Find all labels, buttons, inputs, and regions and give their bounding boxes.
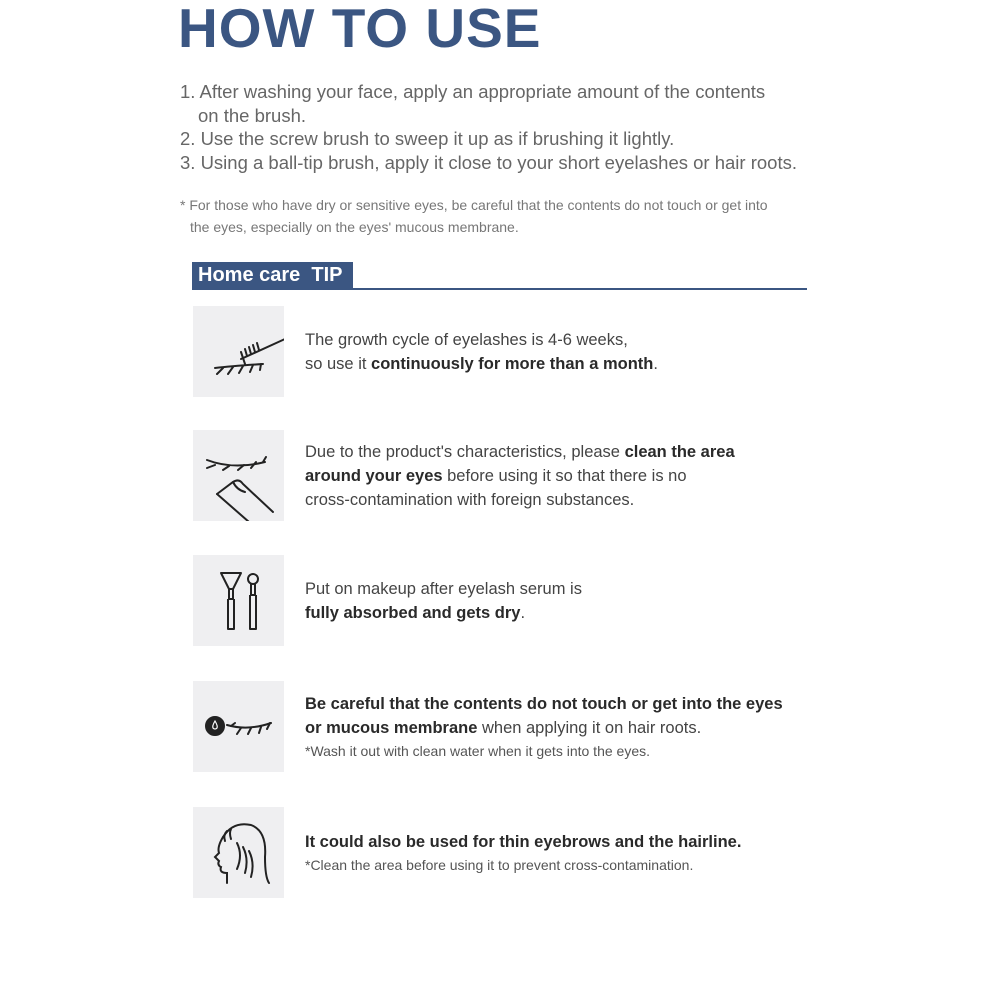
tip-emphasis: continuously for more than a month	[371, 354, 654, 373]
tip-line	[305, 601, 825, 625]
tip-line	[305, 352, 825, 376]
tip-segment: when applying it on hair roots	[477, 718, 697, 737]
tip-line	[305, 464, 825, 488]
tip-line	[305, 577, 825, 601]
tip-segment: before using it so that there is no	[442, 466, 687, 485]
tip-text	[305, 555, 825, 646]
tip-segment: .	[520, 603, 526, 622]
tip-item	[193, 306, 813, 397]
tip-item	[193, 555, 813, 646]
tip-item	[193, 807, 813, 898]
tip-line	[305, 830, 825, 854]
tip-subnote: *Wash it out with clean water when it gets into the eyes.	[305, 742, 650, 759]
divider	[192, 288, 807, 290]
tip-segment: cross-contamination with foreign substances.	[305, 490, 635, 509]
makeup-brushes-icon	[193, 555, 284, 646]
tip-line	[305, 716, 825, 740]
tip-text	[305, 681, 825, 772]
tip-item	[193, 681, 813, 772]
tip-emphasis: or mucous membrane	[305, 718, 478, 737]
tip-segment: so use it	[305, 354, 372, 373]
finger-eyelash-icon	[193, 430, 284, 521]
caution-note	[180, 194, 768, 238]
tip-emphasis: around your eyes	[305, 466, 443, 485]
step-1: 1. After washing your face, apply an appropriate amount of the contents	[180, 81, 766, 102]
tip-subnote: *Clean the area before using it to prevent cross-contamination.	[305, 856, 694, 873]
tip-segment: Put on makeup after eyelash serum is	[305, 579, 582, 598]
tip-emphasis: fully absorbed and gets dry	[305, 603, 521, 622]
tip-emphasis: Be careful that	[305, 694, 425, 713]
tip-text	[305, 306, 825, 397]
tip-segment: .	[696, 718, 702, 737]
tip-emphasis: It could also be used for thin eyebrows and the hairline.	[305, 832, 742, 851]
tip-segment: Due to the product's characteristics, please	[305, 442, 625, 461]
tip-text	[305, 807, 825, 898]
usage-steps	[180, 80, 797, 174]
tip-emphasis: the contents do not touch or get into the eyes	[424, 694, 783, 713]
step-3: 3. Using a ball-tip brush, apply it close to your short eyelashes or hair roots.	[180, 151, 797, 173]
tip-text	[305, 430, 825, 521]
head-hairline-icon	[193, 807, 284, 898]
note-line: the eyes, especially on the eyes' mucous membrane.	[190, 219, 519, 235]
tip-segment: The growth cycle of eyelashes is 4-6 weeks,	[305, 330, 628, 349]
tip-segment: .	[653, 354, 658, 373]
step-1-continued: on the brush.	[198, 104, 306, 126]
tip-line	[305, 692, 825, 716]
tip-header: Home care TIP	[192, 262, 353, 289]
step-2: 2. Use the screw brush to sweep it up as if brushing it lightly.	[180, 128, 675, 149]
droplet-eyelash-icon	[193, 681, 284, 772]
tip-item	[193, 430, 813, 521]
page-title: HOW TO USE	[178, 0, 542, 59]
tip-line	[305, 328, 825, 352]
tip-line	[305, 440, 825, 464]
note-line: * For those who have dry or sensitive eyes, be careful that the contents do not touch or get into	[180, 197, 768, 213]
tip-line	[305, 488, 825, 512]
mascara-brush-eyelash-icon	[193, 306, 284, 397]
tip-emphasis: clean the area	[624, 442, 735, 461]
